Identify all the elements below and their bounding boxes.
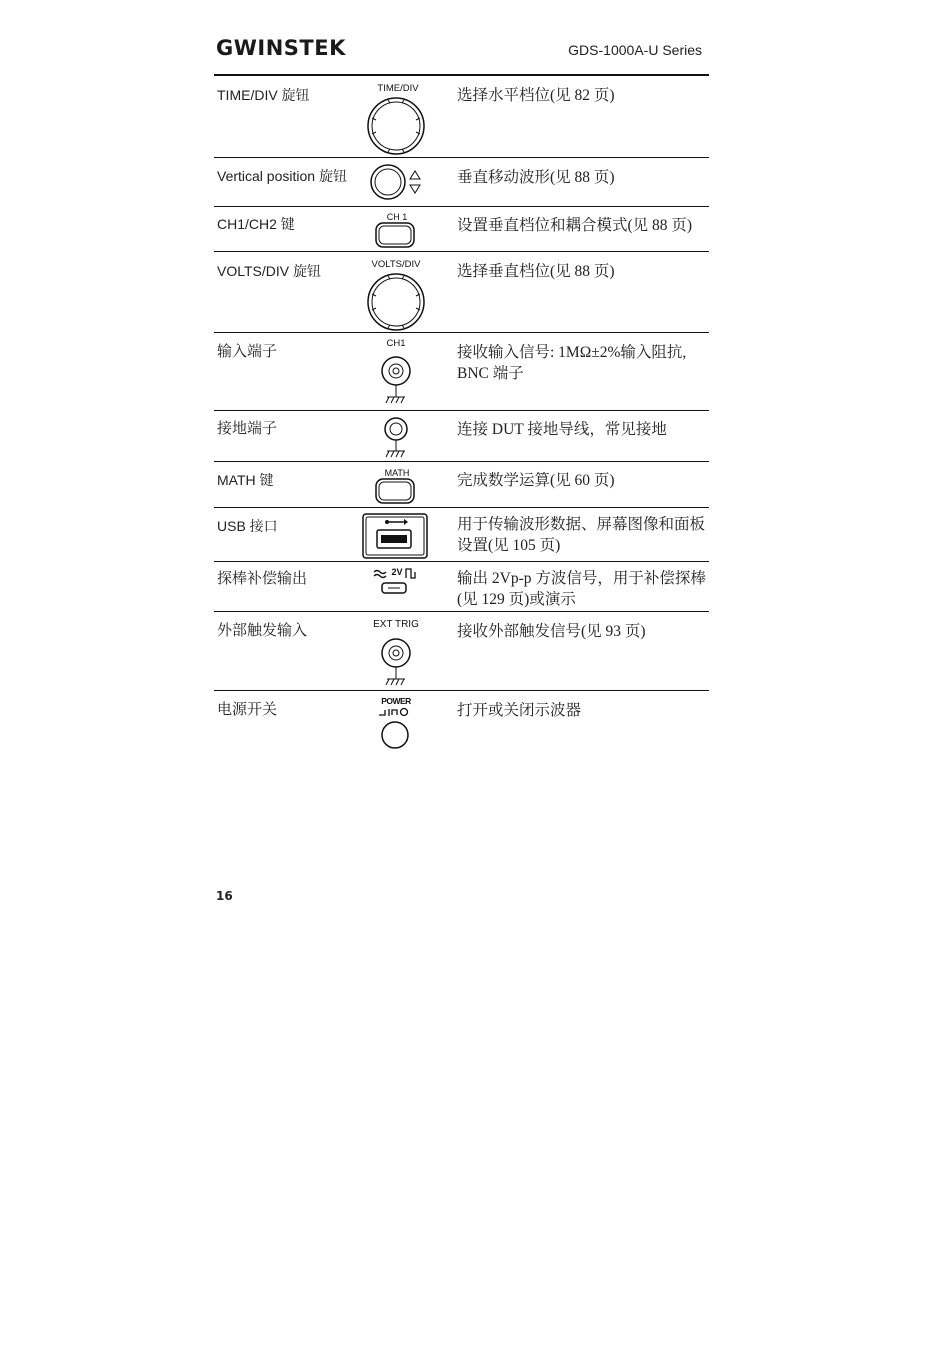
row-description: 选择水平档位(见 82 页) [457,87,615,104]
row-name: VOLTS/DIV 旋钮 [217,263,321,279]
row-description: 接收输入信号: 1MΩ±2%输入阻抗, BNC 端子 [457,344,687,382]
table-row [214,691,709,761]
row-name [217,470,347,491]
row-description: 设置垂直档位和耦合模式(见 88 页) [457,217,693,234]
table-row [214,207,709,252]
table-row [214,612,709,691]
row-name-text: Vertical position 旋钮 [217,168,347,184]
row-name-text: MATH 键 [217,472,274,488]
icon-label: CH 1 [386,212,408,222]
series-title: GDS-1000A-U Series [568,42,702,58]
controls-table [214,76,709,761]
table-row [214,333,709,411]
row-name [217,214,347,235]
row-name: 电源开关 [217,702,278,718]
icon-label: VOLTS/DIV [371,259,421,270]
row-description: 完成数学运算(见 60 页) [457,472,615,489]
row-name-text: CH1/CH2 键 [217,216,295,232]
row-description: 选择垂直档位(见 88 页) [457,263,615,280]
table-row [214,508,709,562]
row-description: 垂直移动波形(见 88 页) [457,169,615,186]
row-description: 用于传输波形数据、屏幕图像和面板设置(见 105 页) [457,516,706,554]
row-description: 输出 2Vp-p 方波信号，用于补偿探棒(见 129 页)或演示 [457,570,706,608]
icon-label: EXT TRIG [373,619,419,630]
row-description: 连接 DUT 接地导线，常见接地 [457,421,667,438]
table-row [214,76,709,158]
row-name: 探棒补偿输出 [217,571,308,587]
icon-label: MATH [384,468,410,478]
row-name [217,166,347,187]
table-row [214,252,709,333]
row-name: 接地端子 [217,421,278,437]
page-number: 16 [216,889,233,903]
row-description: 打开或关闭示波器 [457,702,582,719]
brand-logo: GWINSTEK [216,36,346,60]
table-row [214,462,709,508]
row-name-text: USB 接口 [217,518,278,534]
table-row [214,158,709,207]
table-row [214,562,709,612]
row-description: 接收外部触发信号(见 93 页) [457,623,646,640]
row-name: TIME/DIV 旋钮 [217,87,310,103]
icon-label: POWER [381,696,411,706]
row-name: 输入端子 [217,344,278,360]
row-name: 外部触发输入 [217,623,308,639]
row-name [217,516,347,537]
table-row [214,411,709,462]
icon-label: CH1 [386,338,406,349]
icon-label: 2V [391,567,403,577]
icon-label: TIME/DIV [377,83,419,94]
